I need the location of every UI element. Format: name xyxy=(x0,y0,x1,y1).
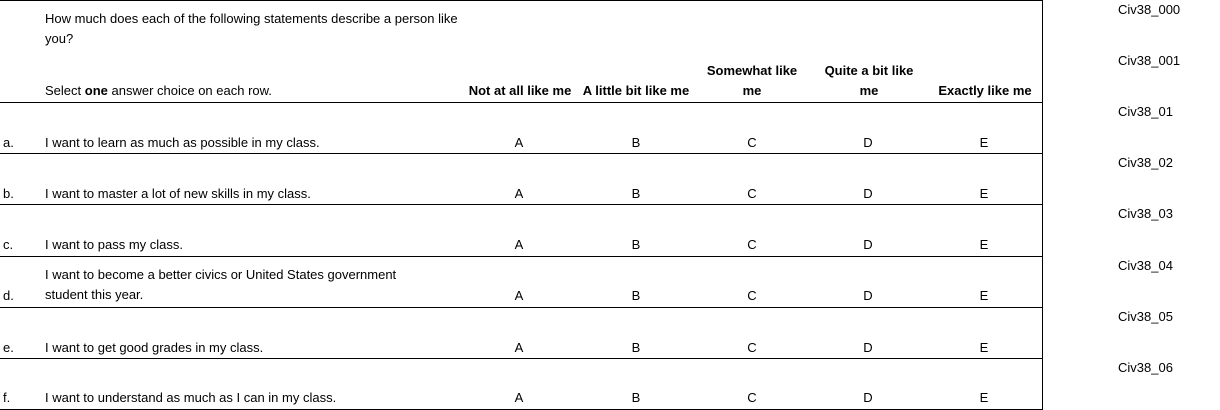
column-header-a-little-bit: A little bit like me xyxy=(582,83,690,98)
answer-option-d[interactable]: D xyxy=(863,237,873,252)
row-statement: I want to become a better civics or United States government student this year. xyxy=(45,267,397,302)
variable-code: Civ38_01 xyxy=(1118,104,1173,119)
answer-option-a[interactable]: A xyxy=(514,237,524,252)
answer-option-a[interactable]: A xyxy=(514,390,524,405)
row-statement: I want to learn as much as possible in my class. xyxy=(45,135,320,150)
answer-option-b[interactable]: B xyxy=(631,237,641,252)
variable-code: Civ38_02 xyxy=(1118,155,1173,170)
answer-option-d[interactable]: D xyxy=(863,390,873,405)
row-label: e. xyxy=(3,340,14,355)
row-label: c. xyxy=(3,237,14,252)
variable-code: Civ38_000 xyxy=(1118,2,1181,17)
answer-option-b[interactable]: B xyxy=(631,186,641,201)
answer-option-d[interactable]: D xyxy=(863,135,873,150)
row-divider xyxy=(0,307,1042,308)
variable-code: Civ38_05 xyxy=(1118,309,1173,324)
row-statement: I want to understand as much as I can in my class. xyxy=(45,390,337,405)
variable-code: Civ38_001 xyxy=(1118,53,1181,68)
header-divider xyxy=(0,102,1042,103)
answer-option-e[interactable]: E xyxy=(979,186,989,201)
column-header-quite-a-bit: Quite a bit like me xyxy=(824,63,914,98)
answer-option-a[interactable]: A xyxy=(514,340,524,355)
column-header-somewhat: Somewhat like me xyxy=(706,63,798,98)
answer-option-c[interactable]: C xyxy=(747,390,757,405)
variable-code: Civ38_06 xyxy=(1118,360,1173,375)
row-statement: I want to pass my class. xyxy=(45,237,183,252)
answer-option-e[interactable]: E xyxy=(979,237,989,252)
row-statement: I want to master a lot of new skills in my class. xyxy=(45,186,311,201)
answer-option-d[interactable]: D xyxy=(863,186,873,201)
answer-option-d[interactable]: D xyxy=(863,340,873,355)
answer-option-c[interactable]: C xyxy=(747,135,757,150)
row-divider xyxy=(0,204,1042,205)
column-header-not-at-all: Not at all like me xyxy=(468,83,572,98)
answer-option-b[interactable]: B xyxy=(631,390,641,405)
question-prompt: How much does each of the following statements describe a person like you? xyxy=(45,11,458,46)
answer-option-d[interactable]: D xyxy=(863,288,873,303)
answer-option-e[interactable]: E xyxy=(979,288,989,303)
row-divider xyxy=(0,358,1042,359)
row-divider xyxy=(0,256,1042,257)
answer-option-a[interactable]: A xyxy=(514,135,524,150)
answer-option-c[interactable]: C xyxy=(747,340,757,355)
answer-option-e[interactable]: E xyxy=(979,390,989,405)
row-label: d. xyxy=(3,288,14,303)
answer-option-e[interactable]: E xyxy=(979,135,989,150)
answer-option-b[interactable]: B xyxy=(631,340,641,355)
column-header-exactly: Exactly like me xyxy=(938,83,1032,98)
row-statement: I want to get good grades in my class. xyxy=(45,340,264,355)
variable-code: Civ38_03 xyxy=(1118,206,1173,221)
row-label: f. xyxy=(3,390,11,405)
question-instruction: Select one answer choice on each row. xyxy=(45,83,272,98)
answer-option-a[interactable]: A xyxy=(514,186,524,201)
row-divider xyxy=(0,153,1042,154)
table-top-border xyxy=(0,0,1042,1)
answer-option-c[interactable]: C xyxy=(747,237,757,252)
answer-option-c[interactable]: C xyxy=(747,288,757,303)
answer-option-e[interactable]: E xyxy=(979,340,989,355)
answer-option-c[interactable]: C xyxy=(747,186,757,201)
answer-option-b[interactable]: B xyxy=(631,135,641,150)
answer-option-a[interactable]: A xyxy=(514,288,524,303)
row-label: b. xyxy=(3,186,14,201)
row-label: a. xyxy=(3,135,14,150)
variable-code: Civ38_04 xyxy=(1118,258,1173,273)
answer-option-b[interactable]: B xyxy=(631,288,641,303)
